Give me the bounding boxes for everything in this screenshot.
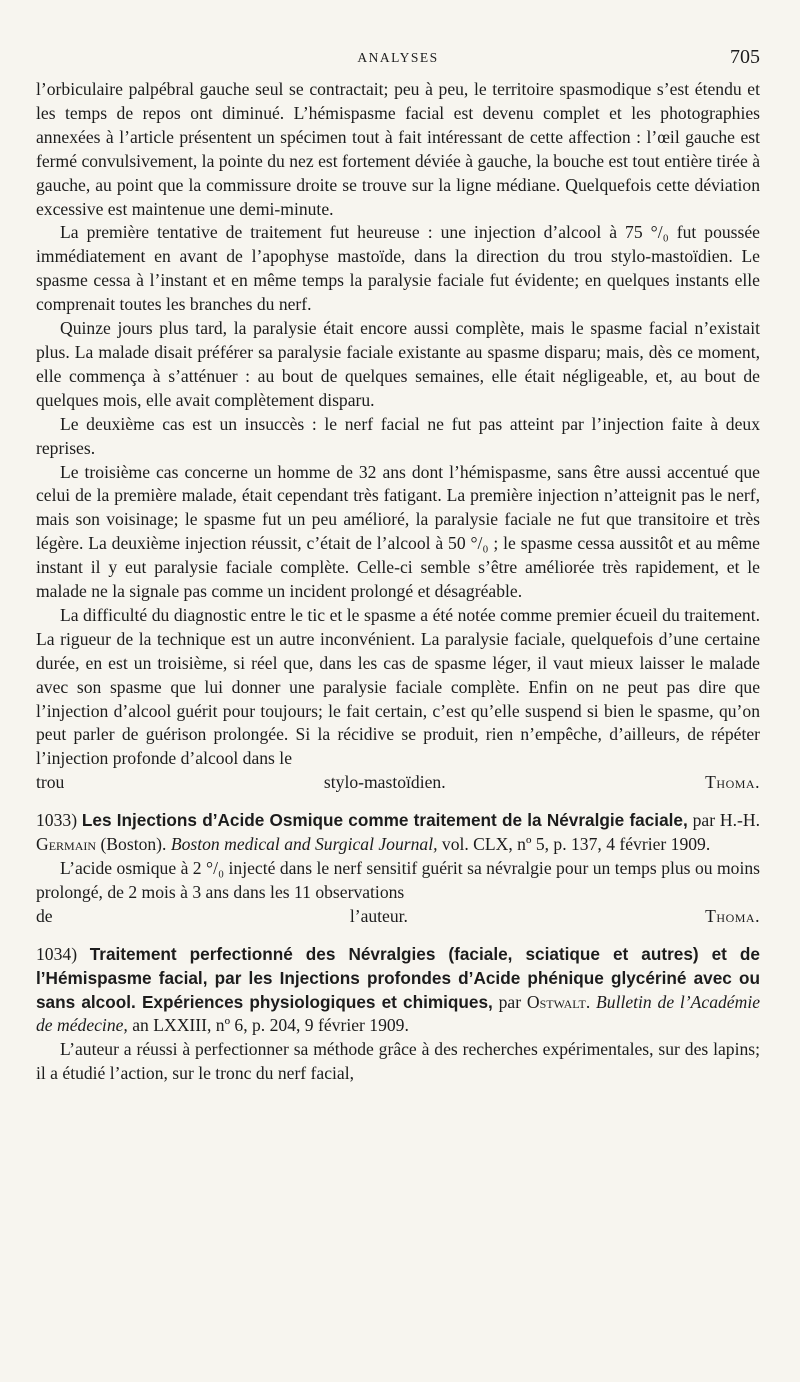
entry-reference: an LXXIII, nº 6, p. 204, 9 février 1909. (132, 1015, 409, 1036)
signature: Thoma. (705, 905, 760, 926)
entry-abstract: L’acide osmique à 2 °/₀ injecté dans le nerf sensitif guérit sa névralgie pour un temps plus ou moins prolongé, de 2 mois à 3 ans dans les 11 observations (36, 858, 760, 902)
paragraph-end: trou stylo-mastoïdien. (36, 772, 446, 793)
entry-1034 (36, 943, 760, 1086)
abstract-end: de l’auteur. (36, 905, 408, 926)
entry-by: par (692, 810, 716, 831)
paragraph: l’orbiculaire palpébral gauche seul se contractait; peu à peu, le territoire spasmodique s’est étendu et les temps de repos ont diminué. L’hémispasme facial est devenu complet et les photographies annexées à l’article présentent un spécimen tout à fait intéressant de cette affection : l’œil gauche est fermé convulsivement, la pointe du nez est fortement déviée à gauche, la bouche est tout entière tirée à gauche, au point que la commissure droite se trouve sur la ligne médiane. Quelquefois cette déviation excessive est maintenue une demi-minute. (36, 79, 760, 219)
paragraph: La première tentative de traitement fut heureuse : une injection d’alcool à 75 °/₀ fut poussée immédiatement en avant de l’apophyse mastoïde, dans la direction du trou stylo-mastoïdien. Le spasme cessa à l’instant et en même temps la paralysie faciale fut évidente; en quelques instants elle comprenait toutes les branches du nerf. (36, 222, 760, 315)
paragraph: Quinze jours plus tard, la paralysie était encore aussi complète, mais le spasme facial n’existait plus. La malade disait préférer sa paralysie faciale existante au spasme disparu; mais, dès ce moment, elle commença à s’atténuer : au bout de quelques semaines, elle était négligeable, et, au bout de quelques mois, elle avait complètement disparu. (36, 318, 760, 410)
entry-heading (36, 809, 760, 857)
page-header (36, 48, 760, 78)
entry-location: (Boston). (100, 834, 167, 855)
article-body (36, 78, 760, 1086)
paragraph: La difficulté du diagnostic entre le tic et le spasme a été notée comme premier écueil du traitement. La rigueur de la technique est un autre inconvénient. La paralysie faciale, quelquefois d’une certaine durée, en est un troisième, si réel que, dans les cas de spasme léger, il vaut mieux laisser le malade avec son spasme que lui donner une paralysie faciale complète. Enfin on ne peut pas dire que l’injection d’alcool guérit pour toujours; le fait certain, c’est qu’elle suspend si bien le spasme, qu’on peut parler de guérison prolongée. Si la récidive se produit, rien n’empêche, d’ailleurs, de répéter l’injection profonde d’alcool dans le (36, 604, 760, 769)
running-title: ANALYSES (357, 50, 439, 65)
entry-1033 (36, 809, 760, 929)
page-number: 705 (730, 46, 760, 68)
signature-line (36, 771, 760, 795)
entry-heading (36, 943, 760, 1039)
entry-abstract: L’auteur a réussi à perfectionner sa méthode grâce à des recherches expérimentales, sur des lapins; il a étudié l’action, sur le tronc du nerf facial, (36, 1039, 760, 1084)
entry-title: Traitement perfectionné des Névralgies (faciale, sciatique et autres) et de l’Hémispasme facial, par les Injections profondes d’Acide phénique glycériné avec ou sans alcool. Expériences physiologiques et chimiques, (36, 943, 760, 1012)
entry-number: 1034) (36, 943, 78, 964)
entry-reference: vol. CLX, nº 5, p. 137, 4 février 1909. (441, 834, 711, 855)
entry-by: par (498, 991, 522, 1012)
signature-line (36, 905, 760, 929)
entry-number: 1033) (36, 810, 78, 831)
paragraph: Le deuxième cas est un insuccès : le nerf facial ne fut pas atteint par l’injection faite à deux reprises. (36, 413, 760, 458)
paragraph: Le troisième cas concerne un homme de 32 ans dont l’hémispasme, sans être aussi accentué que celui de la première malade, était cependant très fatigant. La première injection n’atteignit pas le nerf, mais son voisinage; le spasme fut un peu amélioré, la paralysie faciale ne fut que transitoire et très légère. La deuxième injection réussit, c’était de l’alcool à 50 °/₀ ; le spasme cessa aussitôt et au même instant il y eut paralysie faciale complète. Celle-ci semble s’être améliorée très rapidement, et le malade ne la signale pas comme un incident prolongé et désagréable. (36, 461, 760, 602)
entry-source: Bulletin de l’Académie de médecine, (36, 991, 761, 1036)
entry-author: H.-H. Germain (36, 810, 760, 855)
signature: Thoma. (705, 772, 760, 793)
entry-author: Ostwalt. (526, 991, 591, 1012)
entry-source: Boston medical and Surgical Journal, (170, 834, 438, 855)
entry-title: Les Injections d’Acide Osmique comme traitement de la Névralgie faciale, (81, 810, 688, 831)
